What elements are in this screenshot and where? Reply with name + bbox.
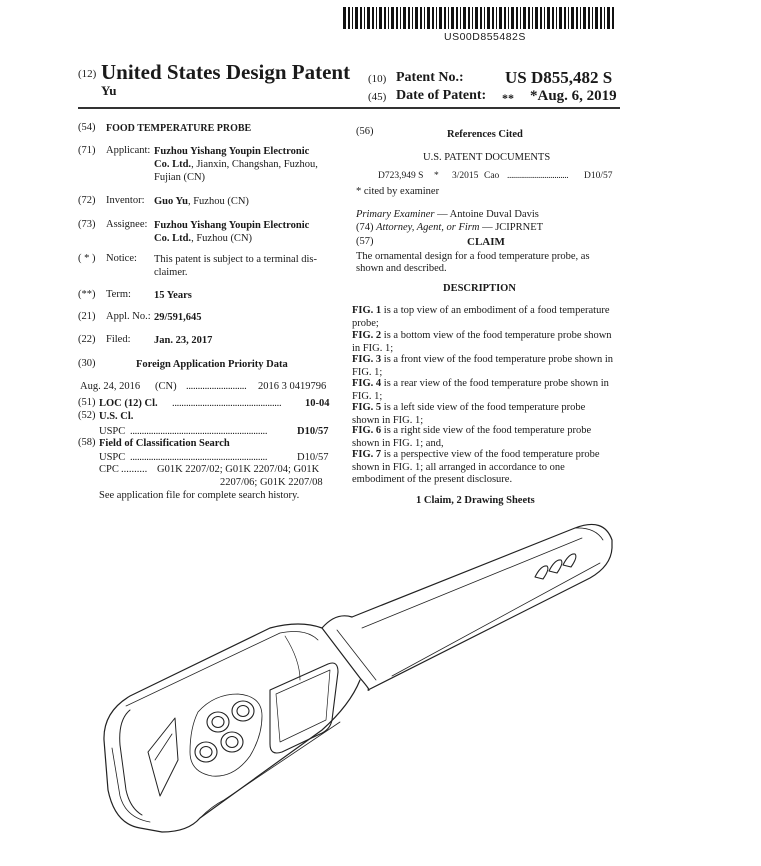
notice-line2: claimer. [154,267,188,278]
ref-number: D723,949 S [378,171,424,181]
fig2-text: is a bottom view of the food temperature probe shown in FIG. 1; [352,330,612,354]
us-patent-documents-heading: U.S. PATENT DOCUMENTS [423,152,551,163]
code-54: (54) [78,122,96,133]
fig4-ref: FIG. 4 [352,378,382,389]
term-value: 15 Years [154,290,192,301]
date-of-patent-label: Date of Patent: [396,88,487,103]
inventor-name: Guo Yu [154,196,188,207]
fig2-ref: FIG. 2 [352,330,382,341]
assignee-location: , Fuzhou (CN) [191,233,253,244]
fig3-ref: FIG. 3 [352,354,382,365]
code-57: (57) [356,236,374,247]
claims-sheets-summary: 1 Claim, 2 Drawing Sheets [416,495,535,506]
date-of-patent-value: *Aug. 6, 2019 [530,88,617,104]
search-history-note: See application file for complete search history. [99,490,300,501]
assignee-name-line2: Co. Ltd. [154,233,192,244]
date-stars: ** [502,91,514,105]
cpc-dots: .......... [121,464,148,475]
title-of-invention: FOOD TEMPERATURE PROBE [106,123,252,134]
applicant-line3: Fujian (CN) [154,172,206,183]
priority-country: (CN) [155,381,177,392]
term-label: Term: [106,289,131,300]
code-12: (12) [78,68,97,80]
barcode-number: US00D855482S [444,31,526,43]
code-72: (72) [78,195,96,206]
applicant-name-line1: Fuzhou Yishang Youpin Electronic [154,146,310,157]
appl-no-label: Appl. No.: [106,311,151,322]
loc-cl-value: 10-04 [305,398,330,409]
code-notice: ( * ) [78,253,96,264]
code-51: (51) [78,397,96,408]
notice-line1: This patent is subject to a terminal dis- [154,254,318,265]
notice-label: Notice: [106,253,137,264]
claim-heading: CLAIM [467,236,505,248]
fig5-text: is a left side view of the food temperature probe shown in FIG. 1; [352,402,586,426]
patent-no-value: US D855,482 S [505,68,613,87]
loc-cl-label: LOC (12) Cl. [99,398,158,409]
inventor-label: Inventor: [106,195,145,206]
ref-class: D10/57 [584,171,613,181]
references-cited-heading: References Cited [447,129,523,140]
us-cl-value: D10/57 [297,426,329,437]
claim-line2: shown and described. [356,263,447,274]
fig4-text: is a rear view of the food temperature probe shown in FIG. 1; [352,378,609,402]
patent-no-label: Patent No.: [396,70,464,85]
fig6-text: is a right side view of the food temperature probe shown in FIG. 1; and, [352,425,592,449]
ref-date: 3/2015 [452,171,479,181]
filed-value: Jan. 23, 2017 [154,335,213,346]
field-search-value: D10/57 [297,452,329,463]
cpc-line1: G01K 2207/02; G01K 2207/04; G01K [157,464,320,475]
assignee-label: Assignee: [106,219,148,230]
us-cl-dots: ........................................................... [130,426,268,437]
claim-line1: The ornamental design for a food temperature probe, as [356,251,590,262]
fig1-text: is a top view of an embodiment of a food temperature probe; [352,305,610,329]
code-22: (22) [78,334,96,345]
attorney-name: — JCIPRNET [482,222,544,233]
inventor-short: Yu [101,83,117,98]
cpc-line2: 2207/06; G01K 2207/08 [220,477,323,488]
appl-no-value: 29/591,645 [154,312,202,323]
fig5-ref: FIG. 5 [352,402,382,413]
field-search-label: Field of Classification Search [99,438,230,449]
code-71: (71) [78,145,96,156]
ref-dots: ............................... [507,171,569,181]
description-heading: DESCRIPTION [443,283,516,294]
ref-star: * [434,171,439,181]
loc-cl-dots: ............................................... [172,398,282,409]
attorney-label: Attorney, Agent, or Firm [376,222,480,233]
fig7-ref: FIG. 7 [352,449,382,460]
code-30: (30) [78,358,96,369]
code-74: (74) [356,222,374,233]
primary-examiner-name: — Antoine Duval Davis [437,209,539,220]
code-10: (10) [368,73,387,85]
fig3-text: is a front view of the food temperature probe shown in FIG. 1; [352,354,613,378]
applicant-address: , Jianxin, Changshan, Fuzhou, [191,159,318,170]
code-45: (45) [368,91,387,103]
applicant-label: Applicant: [106,145,151,156]
code-73: (73) [78,219,96,230]
fig7-text: is a perspective view of the food temperature probe shown in FIG. 1; all arranged in accordance to one embodiment of the present disclosure. [352,449,600,485]
foreign-priority-heading: Foreign Application Priority Data [136,359,288,370]
cpc-label: CPC [99,464,119,475]
applicant-name-line2: Co. Ltd. [154,159,192,170]
field-search-uspc: USPC [99,452,126,463]
filed-label: Filed: [106,334,131,345]
primary-examiner-label: Primary Examiner [356,209,435,220]
code-56: (56) [356,126,374,137]
code-21: (21) [78,311,96,322]
code-52: (52) [78,410,96,421]
ref-name: Cao [484,171,500,181]
priority-dots: .......................... [186,381,247,392]
priority-date: Aug. 24, 2016 [80,381,141,392]
fig6-ref: FIG. 6 [352,425,382,436]
priority-number: 2016 3 0419796 [258,381,327,392]
patent-type-title: United States Design Patent [101,60,351,84]
code-term: (**) [78,289,96,300]
code-58: (58) [78,437,96,448]
cited-by-examiner-note: * cited by examiner [356,186,440,197]
inventor-location: , Fuzhou (CN) [187,196,249,207]
assignee-name-line1: Fuzhou Yishang Youpin Electronic [154,220,310,231]
us-cl-label: U.S. Cl. [99,411,134,422]
field-search-dots: ........................................................... [130,452,268,463]
fig1-ref: FIG. 1 [352,305,382,316]
us-cl-uspc: USPC [99,426,126,437]
